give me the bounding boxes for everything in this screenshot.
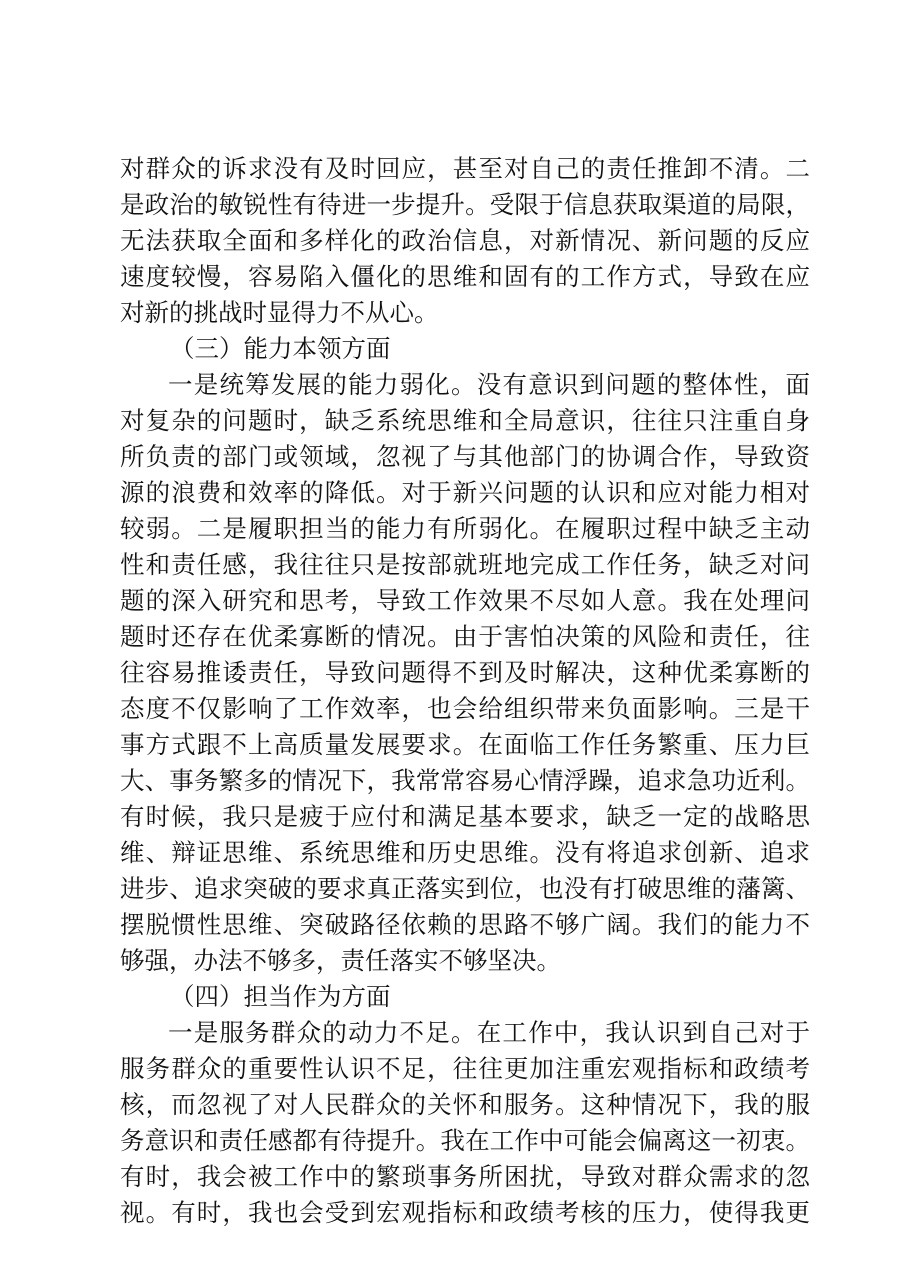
text-line: 摆脱惯性思维、突破路径依赖的思路不够广阔。我们的能力不 <box>120 910 810 939</box>
text-line: 题时还存在优柔寡断的情况。由于害怕决策的风险和责任，往 <box>120 622 810 651</box>
text-line: 一是服务群众的动力不足。在工作中，我认识到自己对于 <box>168 1018 810 1047</box>
text-line: 对群众的诉求没有及时回应，甚至对自己的责任推卸不清。二 <box>120 154 810 183</box>
text-line: 态度不仅影响了工作效率，也会给组织带来负面影响。三是干 <box>120 694 810 723</box>
text-line: 有时，我会被工作中的繁琐事务所困扰，导致对群众需求的忽 <box>120 1162 810 1191</box>
document-page <box>120 151 810 1231</box>
section-heading: （四）担当作为方面 <box>170 982 391 1011</box>
text-line: 性和责任感，我往往只是按部就班地完成工作任务，缺乏对问 <box>120 550 810 579</box>
text-line: 速度较慢，容易陷入僵化的思维和固有的工作方式，导致在应 <box>120 262 810 291</box>
text-line: 事方式跟不上高质量发展要求。在面临工作任务繁重、压力巨 <box>120 730 810 759</box>
text-line: 题的深入研究和思考，导致工作效果不尽如人意。我在处理问 <box>120 586 810 615</box>
section-heading: （三）能力本领方面 <box>170 334 391 363</box>
text-line: 所负责的部门或领域，忽视了与其他部门的协调合作，导致资 <box>120 442 810 471</box>
text-line: 维、辩证思维、系统思维和历史思维。没有将追求创新、追求 <box>120 838 810 867</box>
text-line: 是政治的敏锐性有待进一步提升。受限于信息获取渠道的局限， <box>120 190 810 219</box>
text-line: 一是统筹发展的能力弱化。没有意识到问题的整体性，面 <box>168 370 810 399</box>
text-line: 大、事务繁多的情况下，我常常容易心情浮躁，追求急功近利。 <box>120 766 810 795</box>
text-line: 务意识和责任感都有待提升。我在工作中可能会偏离这一初衷。 <box>120 1126 810 1155</box>
text-line: 服务群众的重要性认识不足，往往更加注重宏观指标和政绩考 <box>120 1054 810 1083</box>
text-line: 够强，办法不够多，责任落实不够坚决。 <box>120 946 561 975</box>
text-line: 视。有时，我也会受到宏观指标和政绩考核的压力，使得我更 <box>120 1198 810 1227</box>
text-line: 对复杂的问题时，缺乏系统思维和全局意识，往往只注重自身 <box>120 406 810 435</box>
text-line: 较弱。二是履职担当的能力有所弱化。在履职过程中缺乏主动 <box>120 514 810 543</box>
text-line: 对新的挑战时显得力不从心。 <box>120 298 439 327</box>
text-line: 往容易推诿责任，导致问题得不到及时解决，这种优柔寡断的 <box>120 658 810 687</box>
text-line: 核，而忽视了对人民群众的关怀和服务。这种情况下，我的服 <box>120 1090 810 1119</box>
text-line: 进步、追求突破的要求真正落实到位，也没有打破思维的藩篱、 <box>120 874 810 903</box>
text-line: 源的浪费和效率的降低。对于新兴问题的认识和应对能力相对 <box>120 478 810 507</box>
text-line: 有时候，我只是疲于应付和满足基本要求，缺乏一定的战略思 <box>120 802 810 831</box>
text-line: 无法获取全面和多样化的政治信息，对新情况、新问题的反应 <box>120 226 810 255</box>
